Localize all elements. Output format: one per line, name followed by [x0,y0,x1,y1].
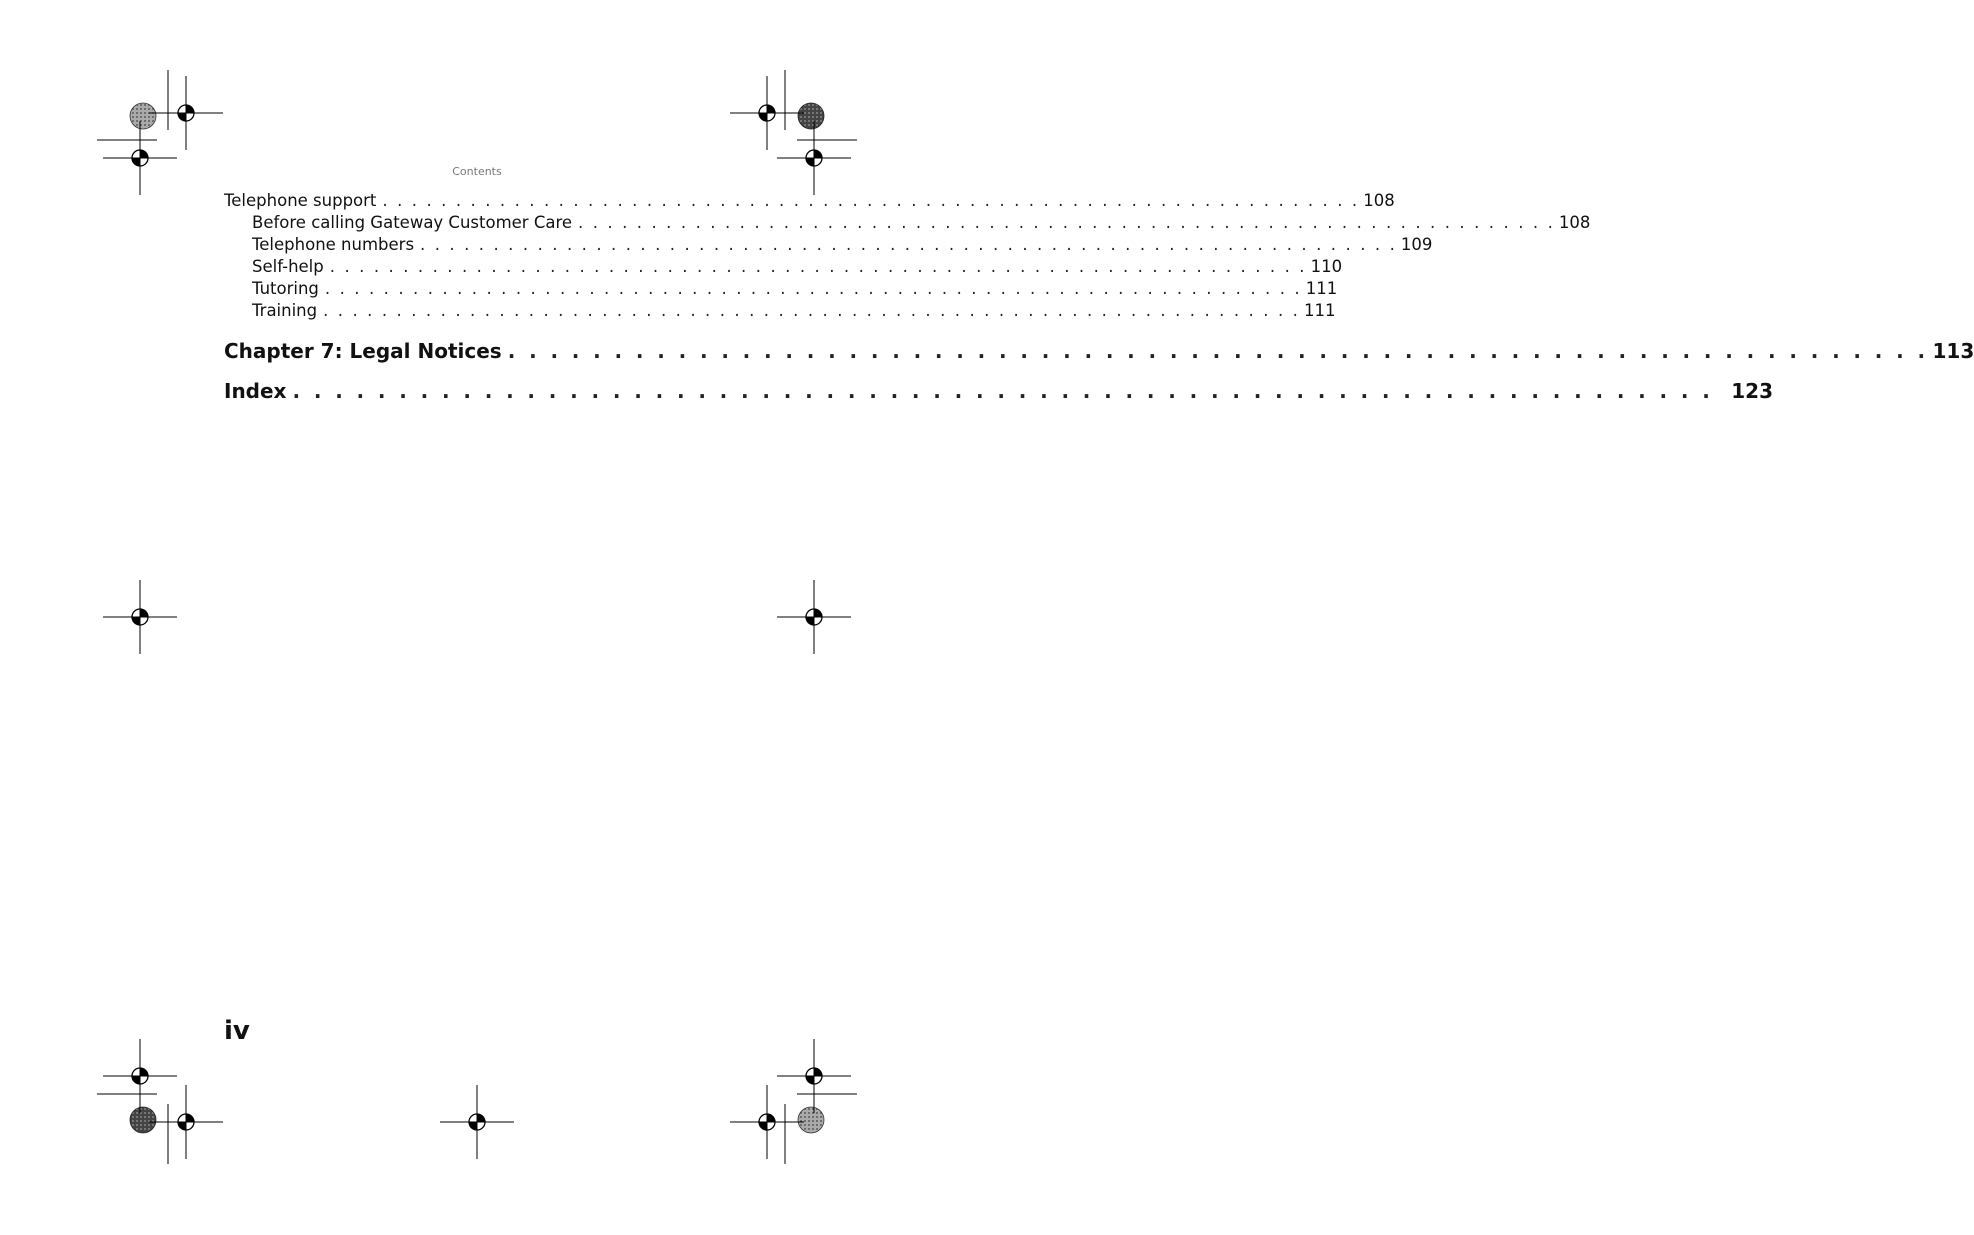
toc-entry-title: Telephone numbers [252,235,415,254]
running-header: Contents [452,165,502,178]
toc-index-entry[interactable] [224,378,1774,404]
crop-mark-top-right [785,70,857,140]
toc-entry-title: Before calling Gateway Customer Care [252,213,573,232]
leader-dots: . . . . . . . . . . . . . . . . . . . . . . . . . . . . . . . . . . . . . . . . . . . . . . . . . . . . . . . . . . . . . . . . . . . [324,279,1302,298]
crop-mark-bottom-right [785,1094,857,1164]
toc-chapter-title: Chapter 7: Legal Notices [224,339,502,363]
toc-chapter-page: 113 [1932,339,1974,363]
toc-entry[interactable] [224,212,1591,234]
toc-entry-title: Tutoring [252,279,319,298]
toc-entry-page: 108 [1558,213,1591,232]
registration-mark-icon [103,121,177,195]
registration-mark-icon [777,121,851,195]
leader-dots: . . . . . . . . . . . . . . . . . . . . . . . . . . . . . . . . . . . . . . . . . . . . . . . . . . . . . . . . . . . . . . . . . . . [382,191,1360,210]
color-wheel-icon [798,1107,824,1133]
registration-mark-icon [730,76,804,150]
toc-entry-page: 108 [1363,191,1395,210]
toc-entry-page: 111 [1305,279,1338,298]
registration-mark-icon [149,1085,223,1159]
toc-entry-page: 109 [1400,235,1433,254]
toc-entry[interactable] [224,300,1336,322]
registration-mark-icon [103,1039,177,1113]
crop-mark-bottom-left [97,1094,168,1164]
crop-mark-top-left [97,70,168,140]
toc-index-title: Index [224,379,287,403]
printer-marks [0,0,954,1235]
toc-entry[interactable] [224,256,1343,278]
color-wheel-icon [130,103,156,129]
toc-chapter-entry[interactable] [224,338,1974,364]
table-of-contents [224,190,1974,404]
color-wheel-icon [798,103,824,129]
registration-mark-icon [440,1085,514,1159]
toc-entry[interactable] [224,190,1395,212]
leader-dots: . . . . . . . . . . . . . . . . . . . . . . . . . . . . . . . . . . . . . . . . . . . . . . . . . . . . . . . . . . . . . . . . . . . [420,235,1397,254]
leader-dots: . . . . . . . . . . . . . . . . . . . . . . . . . . . . . . . . . . . . . . . . . . . . . . . . . . . . . . . . . . . . . . . . . . . [323,301,1300,320]
registration-mark-icon [149,76,223,150]
toc-entry-page: 110 [1310,257,1343,276]
toc-entry-title: Self-help [252,257,324,276]
registration-mark-icon [103,580,177,654]
toc-entry-title: Telephone support [224,191,377,210]
toc-entry-title: Training [252,301,318,320]
registration-mark-icon [777,1039,851,1113]
registration-mark-icon [777,580,851,654]
leader-dots: . . . . . . . . . . . . . . . . . . . . . . . . . . . . . . . . . . . . . . . . . . . . . . . . . . . . . . . . . . . . . . . . . . . [507,339,1929,363]
page-number: iv [224,1016,250,1046]
leader-dots: . . . . . . . . . . . . . . . . . . . . . . . . . . . . . . . . . . . . . . . . . . . . . . . . . . . . . . . . . . . . . . . . . . . [329,257,1307,276]
toc-index-page: 123 [1731,379,1774,403]
leader-dots: . . . . . . . . . . . . . . . . . . . . . . . . . . . . . . . . . . . . . . . . . . . . . . . . . . . . . . . . . . . . . . . . . . . [292,379,1714,403]
registration-mark-icon [730,1085,804,1159]
color-wheel-icon [130,1107,156,1133]
toc-entry-page: 111 [1303,301,1336,320]
leader-dots: . . . . . . . . . . . . . . . . . . . . . . . . . . . . . . . . . . . . . . . . . . . . . . . . . . . . . . . . . . . . . . . . . . . [578,213,1555,232]
toc-entry[interactable] [224,278,1338,300]
toc-entry[interactable] [224,234,1433,256]
